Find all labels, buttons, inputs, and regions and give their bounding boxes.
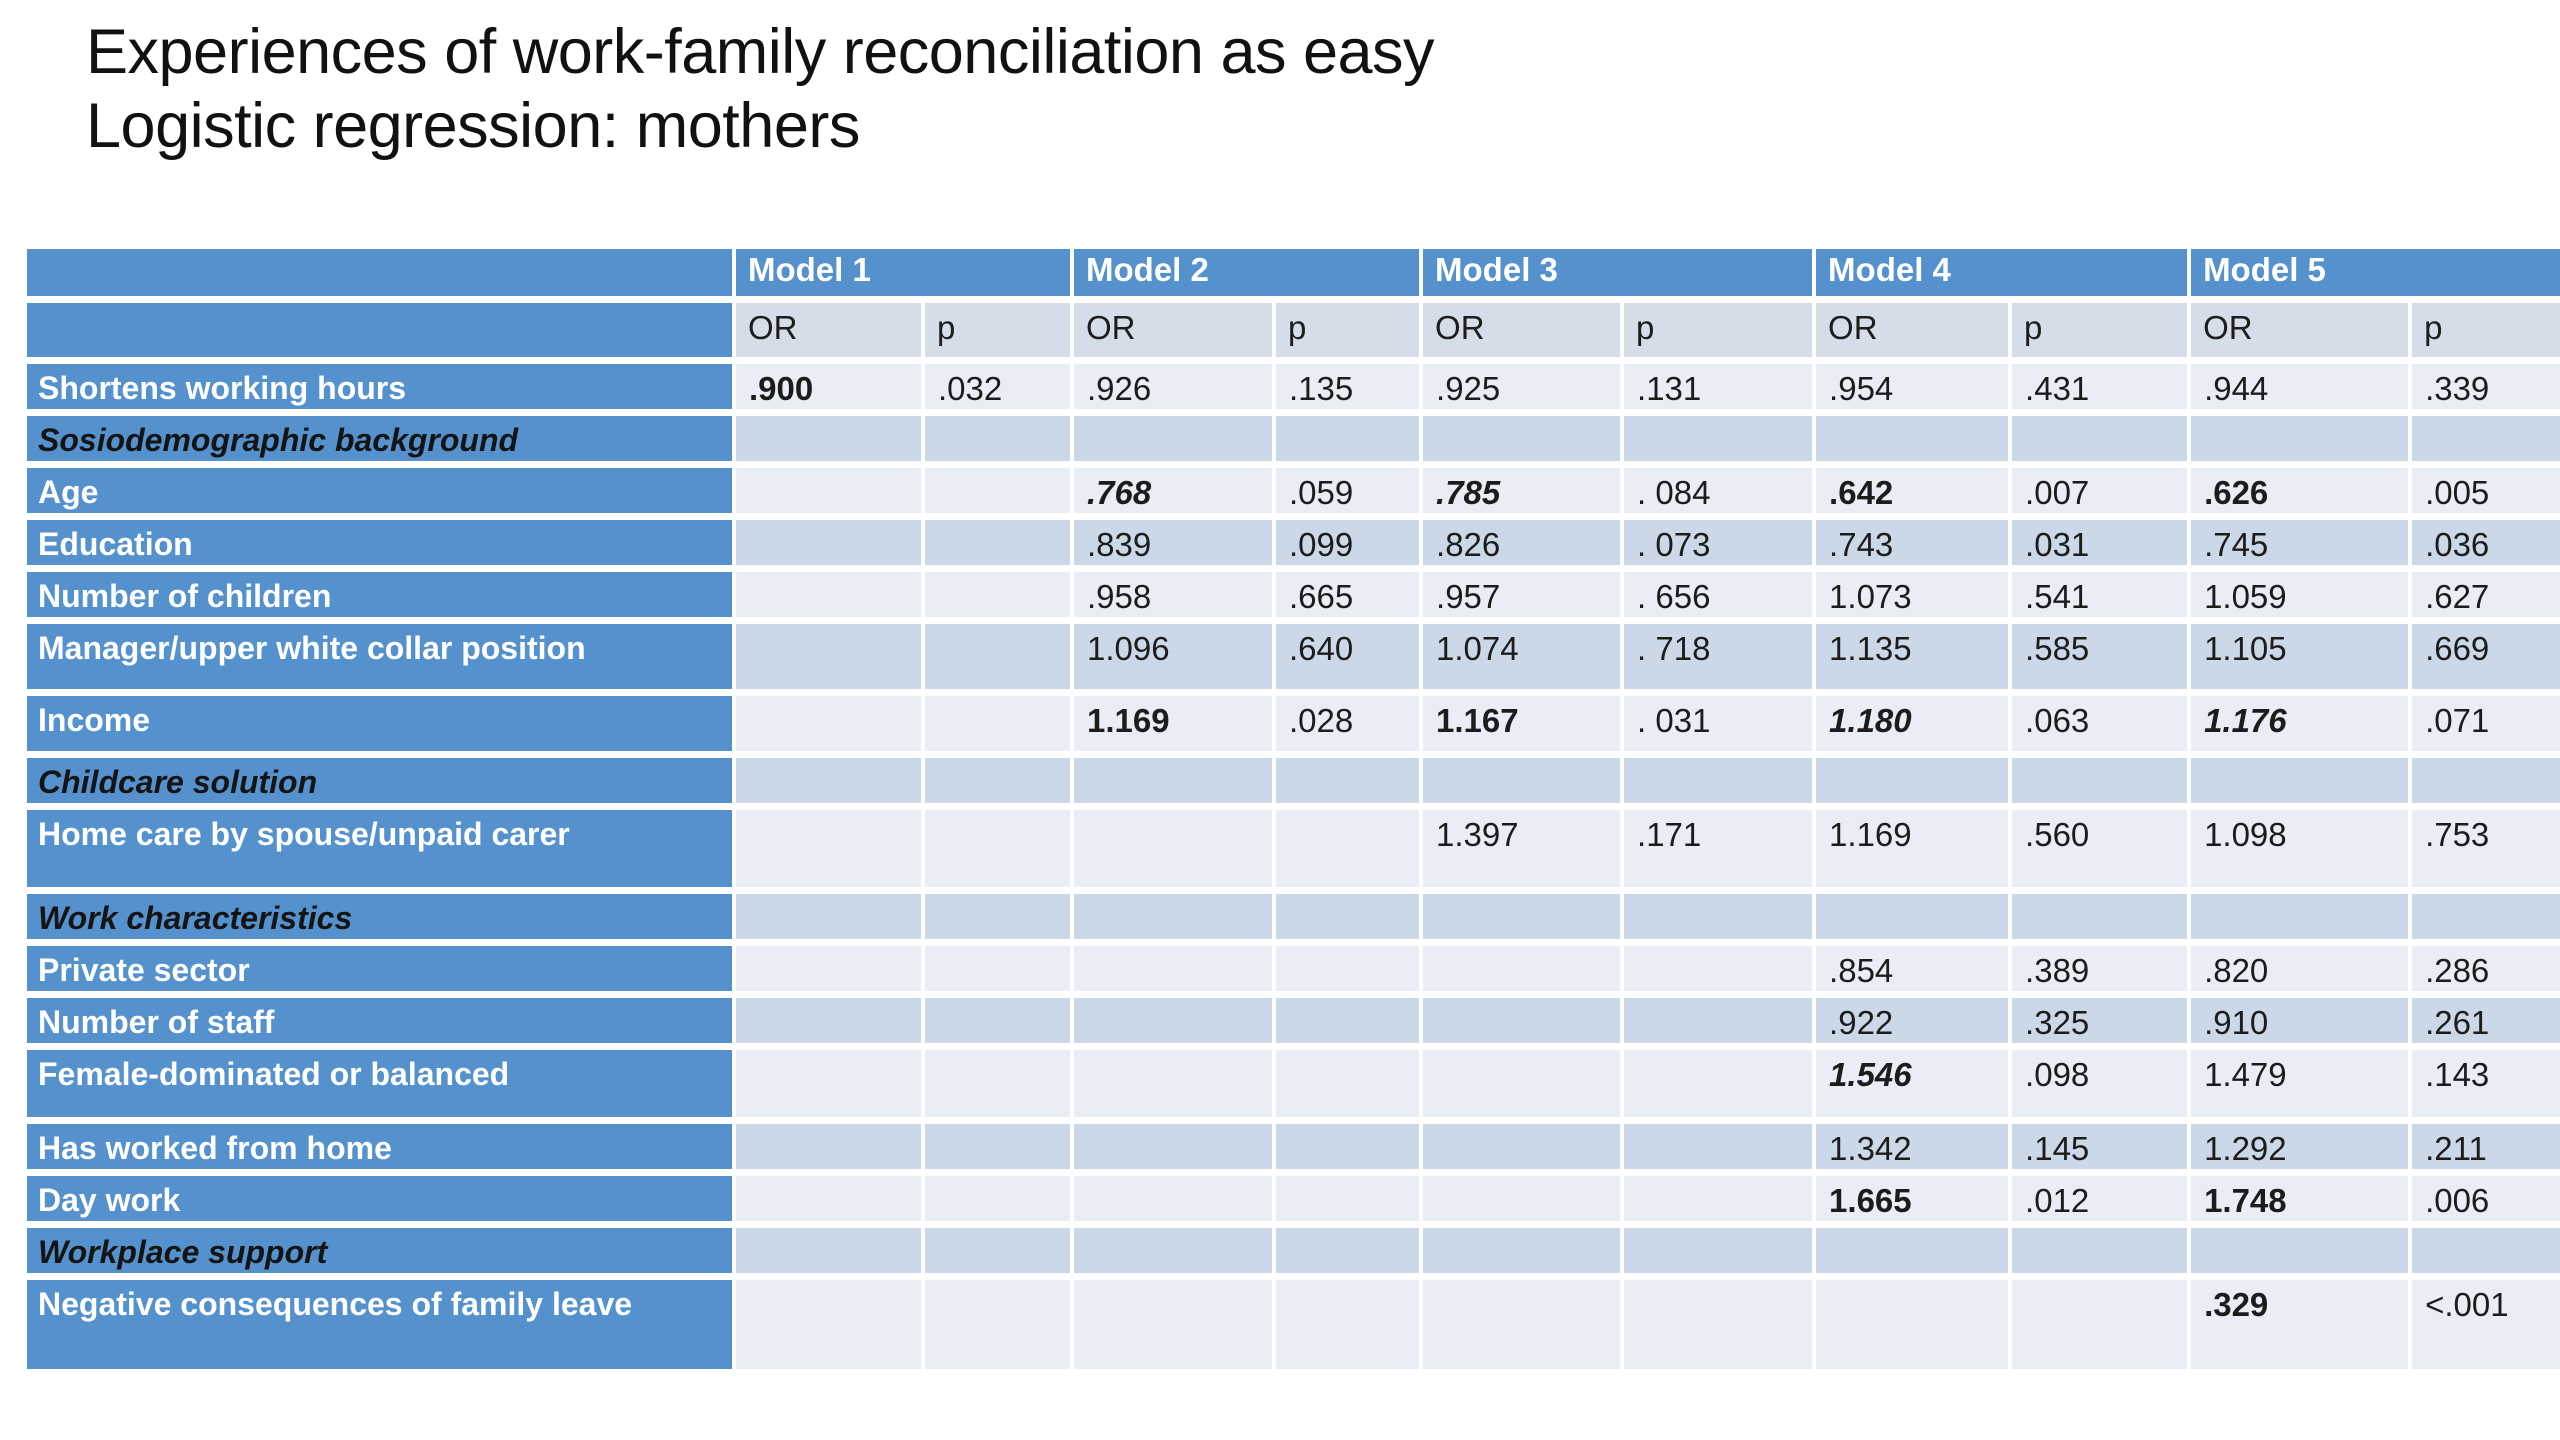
or-cell: .820 [2191,946,2408,991]
or-cell: .910 [2191,998,2408,1043]
p-cell [2412,758,2560,803]
subheader-or: OR [2191,303,2408,357]
row-label: Negative consequences of family leave [27,1280,732,1369]
p-cell: .099 [1276,520,1419,565]
p-cell: .325 [2012,998,2187,1043]
p-cell [1624,1280,1812,1369]
p-cell: .143 [2412,1050,2560,1117]
or-cell [736,998,921,1043]
or-cell: 1.074 [1423,624,1620,689]
p-cell [925,696,1070,751]
p-cell: .753 [2412,810,2560,887]
or-cell: .900 [736,364,921,409]
or-cell: 1.073 [1816,572,2008,617]
or-cell [736,1176,921,1221]
or-cell: 1.748 [2191,1176,2408,1221]
or-cell: .329 [2191,1280,2408,1369]
subheader-or: OR [1074,303,1272,357]
or-cell [1423,1050,1620,1117]
table-row [27,1050,2560,1117]
or-cell: 1.169 [1816,810,2008,887]
page-title [86,16,1434,163]
p-cell [1276,1228,1419,1273]
p-cell: .063 [2012,696,2187,751]
model-header-4: Model 4 [1816,249,2187,296]
p-cell: . 073 [1624,520,1812,565]
or-cell [736,1280,921,1369]
or-cell [1074,1124,1272,1169]
or-cell [1423,1124,1620,1169]
or-cell [1816,416,2008,461]
p-cell: .211 [2412,1124,2560,1169]
or-cell [1074,416,1272,461]
p-cell [2012,1228,2187,1273]
or-cell: 1.665 [1816,1176,2008,1221]
p-cell: .665 [1276,572,1419,617]
p-cell [925,758,1070,803]
section-row-label: Workplace support [27,1228,732,1273]
or-cell [736,894,921,939]
or-cell: .642 [1816,468,2008,513]
row-label: Number of staff [27,998,732,1043]
model-header-2: Model 2 [1074,249,1419,296]
p-cell [1276,998,1419,1043]
or-cell [1816,894,2008,939]
p-cell [1624,1124,1812,1169]
table-row [27,468,2560,513]
p-cell: .560 [2012,810,2187,887]
p-cell [925,1124,1070,1169]
or-cell [1423,894,1620,939]
table-row [27,696,2560,751]
p-cell [1624,416,1812,461]
row-label: Day work [27,1176,732,1221]
p-cell: .431 [2012,364,2187,409]
model-header-5: Model 5 [2191,249,2560,296]
or-cell: .926 [1074,364,1272,409]
or-cell [1074,758,1272,803]
or-cell [736,1228,921,1273]
p-cell [925,572,1070,617]
table-row [27,1176,2560,1221]
subheader-or: OR [1816,303,2008,357]
or-cell: .944 [2191,364,2408,409]
p-cell: .171 [1624,810,1812,887]
table-row [27,1280,2560,1369]
or-cell [1074,1050,1272,1117]
p-cell [1276,758,1419,803]
or-cell [1423,998,1620,1043]
p-cell [925,624,1070,689]
p-cell: <.001 [2412,1280,2560,1369]
row-label: Home care by spouse/unpaid carer [27,810,732,887]
p-cell: .145 [2012,1124,2187,1169]
table-row [27,758,2560,803]
corner-cell [27,249,732,296]
or-cell [1816,758,2008,803]
p-cell: .059 [1276,468,1419,513]
p-cell [925,416,1070,461]
p-cell: .007 [2012,468,2187,513]
table-row [27,946,2560,991]
model-header-3: Model 3 [1423,249,1812,296]
or-cell: 1.292 [2191,1124,2408,1169]
or-cell [736,1124,921,1169]
or-cell [1074,1280,1272,1369]
or-cell [2191,894,2408,939]
or-cell [1074,1176,1272,1221]
title-line-2: Logistic regression: mothers [86,90,860,161]
or-cell: .925 [1423,364,1620,409]
table-row [27,1228,2560,1273]
or-cell: .922 [1816,998,2008,1043]
p-cell: .135 [1276,364,1419,409]
or-cell [736,758,921,803]
table-body [27,364,2560,1369]
p-cell [925,894,1070,939]
p-cell [1276,1050,1419,1117]
or-cell [736,810,921,887]
table-row [27,1124,2560,1169]
or-cell [1423,758,1620,803]
row-label: Female-dominated or balanced [27,1050,732,1117]
or-cell [1074,1228,1272,1273]
p-cell [925,946,1070,991]
or-cell [736,1050,921,1117]
p-cell [925,1228,1070,1273]
p-cell [1624,894,1812,939]
or-cell [2191,1228,2408,1273]
p-cell [2412,1228,2560,1273]
subheader-or: OR [736,303,921,357]
p-cell: .036 [2412,520,2560,565]
p-cell [925,1280,1070,1369]
p-cell [1624,946,1812,991]
or-cell [736,416,921,461]
table-row [27,364,2560,409]
p-cell: .389 [2012,946,2187,991]
or-cell [1074,810,1272,887]
table-row [27,810,2560,887]
subheader-p: p [1624,303,1812,357]
or-cell: 1.342 [1816,1124,2008,1169]
or-cell: 1.098 [2191,810,2408,887]
p-cell [925,520,1070,565]
or-cell: .768 [1074,468,1272,513]
or-cell [1816,1228,2008,1273]
row-label: Number of children [27,572,732,617]
or-cell [736,946,921,991]
section-row-label: Childcare solution [27,758,732,803]
p-cell: .032 [925,364,1070,409]
row-label: Shortens working hours [27,364,732,409]
or-cell: 1.135 [1816,624,2008,689]
p-cell [1276,1280,1419,1369]
subheader-p: p [2012,303,2187,357]
row-label: Private sector [27,946,732,991]
p-cell: .031 [2012,520,2187,565]
p-cell: .261 [2412,998,2560,1043]
or-cell: .826 [1423,520,1620,565]
row-label: Has worked from home [27,1124,732,1169]
table-row [27,416,2560,461]
p-cell: .006 [2412,1176,2560,1221]
p-cell: .640 [1276,624,1419,689]
or-cell: 1.059 [2191,572,2408,617]
p-cell: .005 [2412,468,2560,513]
p-cell: . 718 [1624,624,1812,689]
or-cell: .854 [1816,946,2008,991]
p-cell [925,1050,1070,1117]
or-cell [1423,1176,1620,1221]
subheader-p: p [925,303,1070,357]
or-cell: .745 [2191,520,2408,565]
title-line-1: Experiences of work-family reconciliation as easy [86,17,1435,87]
p-cell: .339 [2412,364,2560,409]
section-row-label: Sosiodemographic background [27,416,732,461]
table-row [27,998,2560,1043]
subheader-p: p [2412,303,2560,357]
row-label: Income [27,696,732,751]
p-cell: . 656 [1624,572,1812,617]
p-cell: .669 [2412,624,2560,689]
p-cell: .028 [1276,696,1419,751]
or-cell [736,624,921,689]
subheader-label-cell [27,303,732,357]
p-cell: . 084 [1624,468,1812,513]
p-cell [2012,1280,2187,1369]
p-cell [1624,1050,1812,1117]
p-cell [1276,946,1419,991]
or-cell: .839 [1074,520,1272,565]
or-cell [736,696,921,751]
table-row [27,894,2560,939]
or-cell [736,520,921,565]
regression-table [23,242,2560,1376]
p-cell: . 031 [1624,696,1812,751]
p-cell: .627 [2412,572,2560,617]
or-cell: 1.397 [1423,810,1620,887]
p-cell [1624,1176,1812,1221]
or-cell: .626 [2191,468,2408,513]
p-cell [1624,998,1812,1043]
or-cell [736,572,921,617]
table-head [27,249,2560,357]
or-cell [1816,1280,2008,1369]
p-cell [1276,810,1419,887]
or-cell [1074,946,1272,991]
p-cell [925,1176,1070,1221]
or-cell: .954 [1816,364,2008,409]
or-cell: 1.546 [1816,1050,2008,1117]
or-cell [1423,946,1620,991]
row-label: Manager/upper white collar position [27,624,732,689]
p-cell [1624,1228,1812,1273]
p-cell [925,468,1070,513]
p-cell [925,998,1070,1043]
or-cell: 1.479 [2191,1050,2408,1117]
or-cell: 1.096 [1074,624,1272,689]
p-cell: .071 [2412,696,2560,751]
subheader-p: p [1276,303,1419,357]
p-cell: .585 [2012,624,2187,689]
p-cell [1276,1124,1419,1169]
or-cell: 1.169 [1074,696,1272,751]
or-cell [736,468,921,513]
p-cell [1276,416,1419,461]
section-row-label: Work characteristics [27,894,732,939]
or-cell [2191,758,2408,803]
p-cell [1276,1176,1419,1221]
p-cell [925,810,1070,887]
or-cell: 1.180 [1816,696,2008,751]
p-cell: .541 [2012,572,2187,617]
or-cell [1074,998,1272,1043]
p-cell: .131 [1624,364,1812,409]
or-cell: .957 [1423,572,1620,617]
or-cell: 1.167 [1423,696,1620,751]
row-label: Education [27,520,732,565]
or-cell: 1.105 [2191,624,2408,689]
or-cell [1074,894,1272,939]
p-cell [2012,758,2187,803]
row-label: Age [27,468,732,513]
or-cell [1423,416,1620,461]
p-cell: .286 [2412,946,2560,991]
table-row [27,572,2560,617]
or-cell [2191,416,2408,461]
subheader-or: OR [1423,303,1620,357]
model-header-1: Model 1 [736,249,1070,296]
table-row [27,520,2560,565]
p-cell: .098 [2012,1050,2187,1117]
p-cell [1276,894,1419,939]
table-row [27,624,2560,689]
p-cell [2412,894,2560,939]
p-cell [2412,416,2560,461]
or-cell: 1.176 [2191,696,2408,751]
or-cell: .743 [1816,520,2008,565]
or-cell [1423,1280,1620,1369]
or-cell: .785 [1423,468,1620,513]
p-cell: .012 [2012,1176,2187,1221]
or-cell [1423,1228,1620,1273]
p-cell [2012,894,2187,939]
p-cell [1624,758,1812,803]
or-cell: .958 [1074,572,1272,617]
p-cell [2012,416,2187,461]
